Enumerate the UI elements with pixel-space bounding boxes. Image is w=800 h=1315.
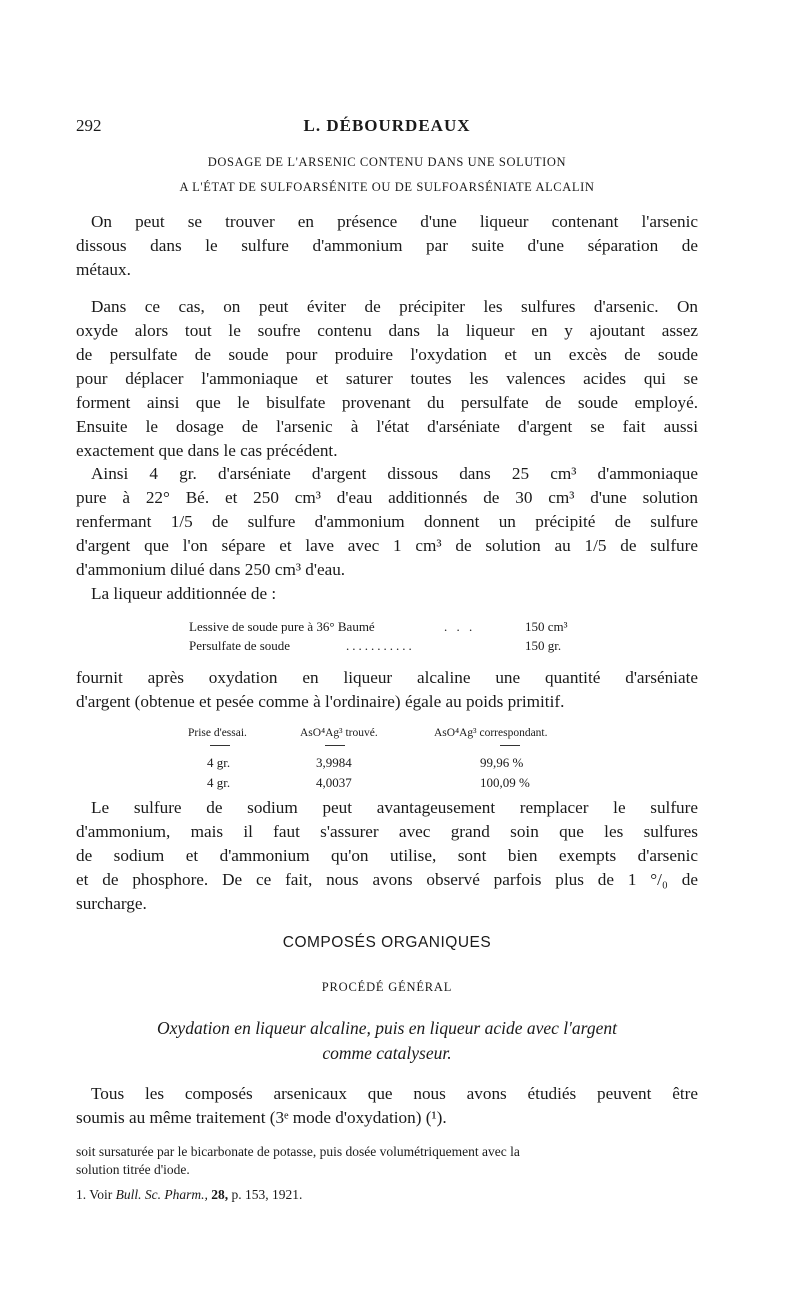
text-line: forment ainsi que le bisulfate provenant du persulfate de soude employé. bbox=[76, 393, 698, 412]
footnote-text-before: Voir bbox=[89, 1187, 113, 1202]
text-line: La liqueur additionnée de : bbox=[91, 584, 277, 603]
text-line: Ainsi 4 gr. d'arséniate d'argent dissous dans 25 cm³ d'ammoniaque bbox=[91, 464, 698, 483]
paragraph-8 bbox=[76, 1143, 698, 1179]
text-line: surcharge. bbox=[76, 894, 147, 913]
text-line: Ensuite le dosage de l'arsenic à l'état d'arséniate d'argent se fait aussi bbox=[76, 417, 698, 436]
footnote-number: 1. bbox=[76, 1187, 87, 1202]
table-header-corresponding: AsO⁴Ag³ correspondant. bbox=[434, 727, 548, 739]
text-line: pure à 22° Bé. et 250 cm³ d'eau additionnés de 30 cm³ d'une solution bbox=[76, 488, 698, 507]
reagent-2-quantity: 150 gr. bbox=[525, 638, 562, 653]
section-title-line-1: DOSAGE DE L'ARSENIC CONTENU DANS UNE SOLUTION bbox=[207, 155, 567, 169]
text-line: pour déplacer l'ammoniaque et saturer toutes les valences acides qui se bbox=[76, 369, 698, 388]
table-cell: 3,9984 bbox=[316, 755, 352, 770]
reagent-1-dots: . . . bbox=[444, 619, 476, 634]
page-number: 292 bbox=[76, 116, 102, 135]
text-line: On peut se trouver en présence d'une liqueur contenant l'arsenic bbox=[91, 212, 698, 231]
heading-organic-compounds: COMPOSÉS ORGANIQUES bbox=[282, 934, 492, 951]
heading-general-procedure: PROCÉDÉ GÉNÉRAL bbox=[321, 980, 453, 994]
text-line: d'ammonium, mais il faut s'assurer avec grand soin que les sulfures bbox=[76, 822, 698, 841]
text-line: solution titrée d'iode. bbox=[76, 1162, 190, 1177]
table-dash bbox=[325, 745, 345, 746]
text-line: d'argent (obtenue et pesée comme à l'ordinaire) égale au poids primitif. bbox=[76, 692, 565, 711]
text-line: soit sursaturée par le bicarbonate de potasse, puis dosée volumétriquement avec la bbox=[76, 1144, 520, 1159]
table-dash bbox=[500, 745, 520, 746]
footnote-journal: Bull. Sc. Pharm., bbox=[115, 1187, 208, 1202]
text-line: renfermant 1/5 de sulfure d'ammonium donnent un précipité de sulfure bbox=[76, 512, 698, 531]
paragraph-1 bbox=[76, 210, 698, 282]
section-title-line-2: A L'ÉTAT DE SULFOARSÉNITE OU DE SULFOARSÉNIATE ALCALIN bbox=[179, 180, 595, 194]
reagent-2-name: Persulfate de soude bbox=[189, 638, 291, 653]
text-line: soumis au même traitement (3ᵉ mode d'oxydation) (¹). bbox=[76, 1108, 447, 1127]
paragraph-2 bbox=[76, 295, 698, 463]
paragraph-3 bbox=[76, 462, 698, 582]
paragraph-7 bbox=[76, 1082, 698, 1130]
reagent-1-name: Lessive de soude pure à 36° Baumé bbox=[189, 619, 375, 634]
table-cell: 4 gr. bbox=[207, 775, 231, 790]
italic-title-line: Oxydation en liqueur alcaline, puis en liqueur acide avec l'argent bbox=[157, 1018, 617, 1038]
text-line: d'ammonium dilué dans 250 cm³ d'eau. bbox=[76, 560, 346, 579]
table-header-prise: Prise d'essai. bbox=[188, 727, 247, 739]
table-cell: 4,0037 bbox=[316, 775, 352, 790]
table-dash bbox=[210, 745, 230, 746]
italic-title-line: comme catalyseur. bbox=[322, 1043, 452, 1063]
italic-method-title bbox=[76, 1016, 698, 1066]
table-cell: 99,96 % bbox=[480, 755, 524, 770]
text-line: exactement que dans le cas précédent. bbox=[76, 441, 338, 460]
text-line: métaux. bbox=[76, 260, 131, 279]
table-header-found: AsO⁴Ag³ trouvé. bbox=[300, 727, 378, 739]
text-line: Le sulfure de sodium peut avantageusement remplacer le sulfure bbox=[91, 798, 698, 817]
text-line: Tous les composés arsenicaux que nous avons étudiés peuvent être bbox=[91, 1084, 698, 1103]
paragraph-5 bbox=[76, 666, 698, 714]
text-line: d'argent que l'on sépare et lave avec 1 cm³ de solution au 1/5 de sulfure bbox=[76, 536, 698, 555]
text-line: dissous dans le sulfure d'ammonium par suite d'une séparation de bbox=[76, 236, 698, 255]
paragraph-4 bbox=[76, 582, 698, 606]
running-header bbox=[76, 116, 698, 138]
footnote-text-after: p. 153, 1921. bbox=[231, 1187, 303, 1202]
text-line: et de phosphore. De ce fait, nous avons observé parfois plus de 1 °/₀ de bbox=[76, 870, 698, 889]
text-line: Dans ce cas, on peut éviter de précipiter les sulfures d'arsenic. On bbox=[91, 297, 698, 316]
text-line: de sodium et d'ammonium qu'on utilise, sont bien exempts d'arsenic bbox=[76, 846, 698, 865]
reagent-1-quantity: 150 cm³ bbox=[525, 619, 568, 634]
text-line: fournit après oxydation en liqueur alcaline une quantité d'arséniate bbox=[76, 668, 698, 687]
text-line: de persulfate de soude pour produire l'oxydation et un excès de soude bbox=[76, 345, 698, 364]
text-line: oxyde alors tout le soufre contenu dans la liqueur en y ajoutant assez bbox=[76, 321, 698, 340]
reagent-2-dots: ........... bbox=[346, 638, 415, 653]
paragraph-6 bbox=[76, 796, 698, 916]
footnote bbox=[76, 1186, 698, 1204]
footnote-volume: 28, bbox=[211, 1187, 229, 1202]
table-cell: 4 gr. bbox=[207, 755, 231, 770]
running-author: L. DÉBOURDEAUX bbox=[303, 116, 471, 135]
table-cell: 100,09 % bbox=[480, 775, 530, 790]
